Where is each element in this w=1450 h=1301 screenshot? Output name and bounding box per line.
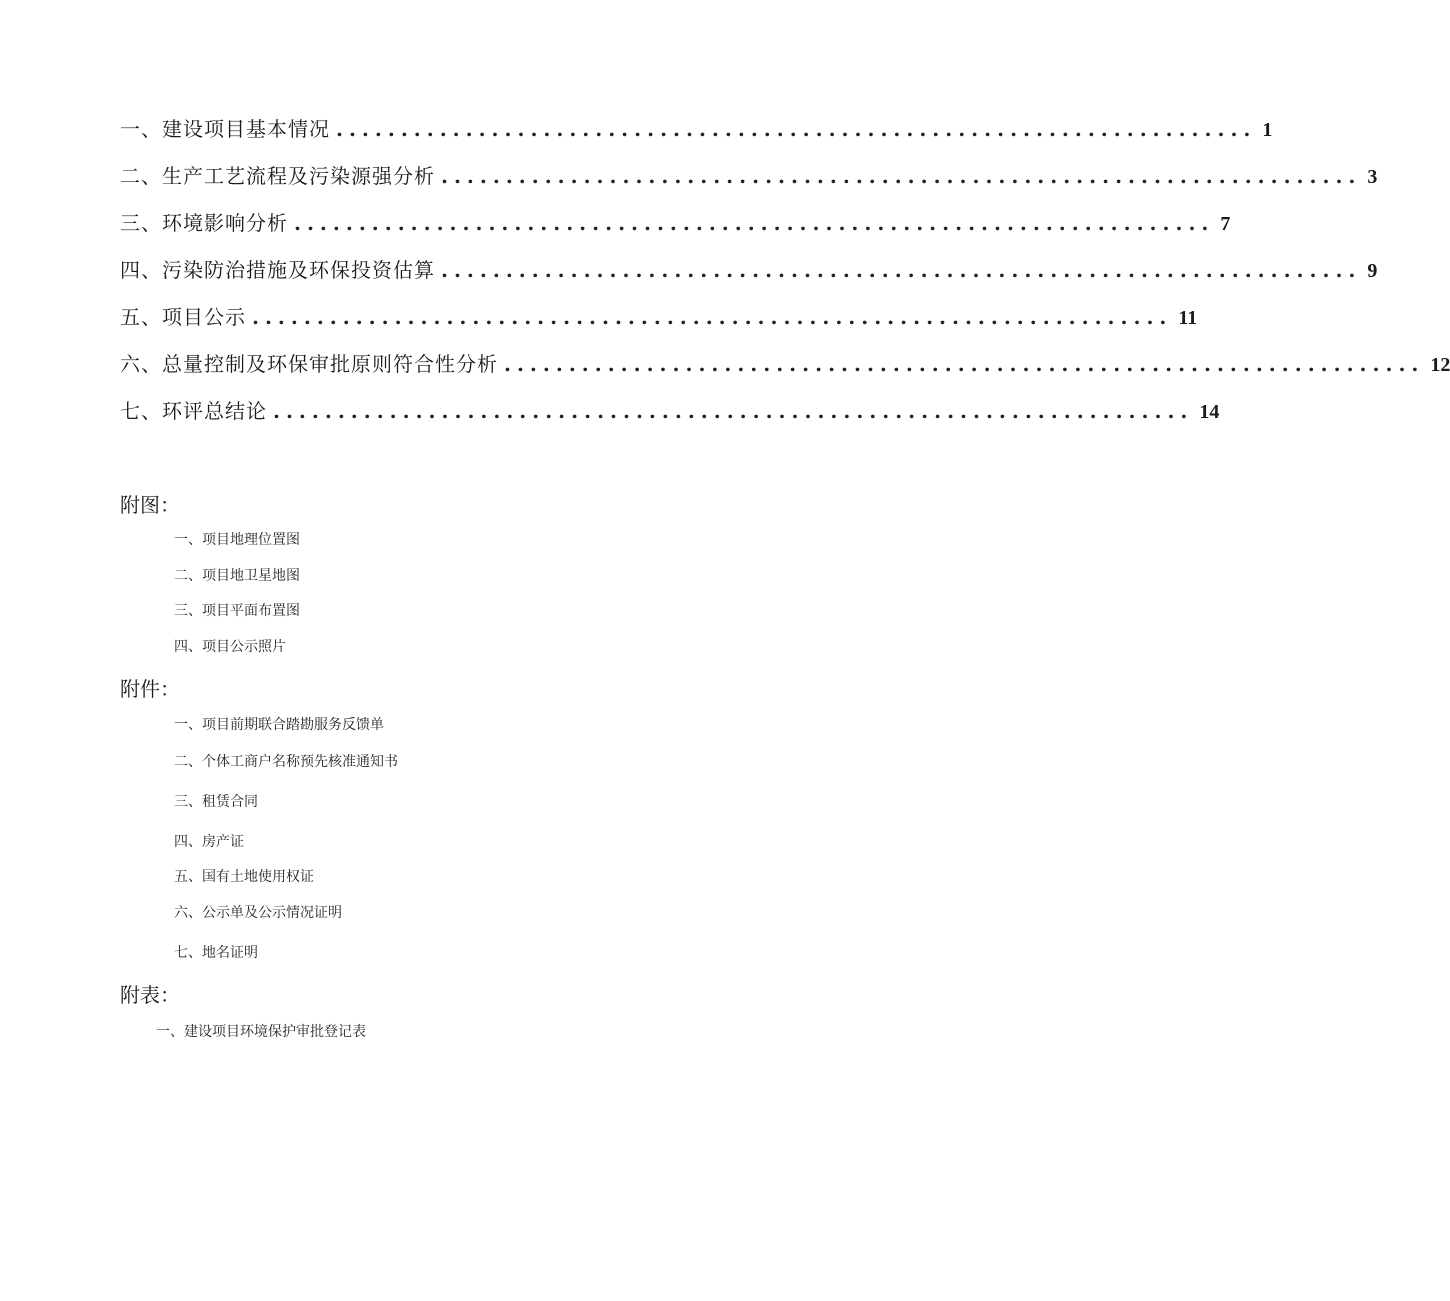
figure-item: 四、项目公示照片 [174, 639, 286, 655]
figures-heading: 附图： [120, 493, 180, 517]
toc-entry-title: 二、生产工艺流程及污染源强分析 [120, 164, 435, 188]
attachment-item: 六、公示单及公示情况证明 [174, 905, 342, 921]
toc-entry[interactable] [120, 394, 1220, 441]
toc-entry-title: 七、环评总结论 [120, 399, 267, 423]
toc-leader-dots: ....................................................................... [441, 258, 1362, 282]
attachment-item: 一、项目前期联合踏勘服务反馈单 [174, 717, 384, 733]
toc-leader-dots: ....................................................................... [441, 164, 1362, 188]
attachment-item: 五、国有土地使用权证 [174, 869, 314, 885]
attachment-item: 七、地名证明 [174, 945, 258, 961]
toc-entry-page: 7 [1220, 213, 1231, 235]
toc-leader-dots: ....................................................................... [273, 399, 1194, 423]
attachment-item: 四、房产证 [174, 834, 244, 850]
toc-entry-title: 四、污染防治措施及环保投资估算 [120, 258, 435, 282]
toc-entry-page: 1 [1262, 119, 1273, 141]
table-of-contents [120, 112, 1450, 441]
attachments-heading: 附件： [120, 677, 180, 701]
toc-entry-title: 一、建设项目基本情况 [120, 117, 330, 141]
figure-item: 三、项目平面布置图 [174, 603, 300, 619]
toc-entry[interactable] [120, 206, 1231, 253]
toc-entry-title: 三、环境影响分析 [120, 211, 288, 235]
toc-entry[interactable] [120, 112, 1273, 159]
toc-entry-page: 14 [1199, 401, 1220, 423]
attachment-item: 二、个体工商户名称预先核准通知书 [174, 754, 398, 770]
toc-leader-dots: ....................................................................... [252, 305, 1173, 329]
figure-item: 二、项目地卫星地图 [174, 568, 300, 584]
attachment-item: 三、租赁合同 [174, 794, 258, 810]
table-item: 一、建设项目环境保护审批登记表 [156, 1024, 366, 1040]
toc-leader-dots: ....................................................................... [504, 352, 1425, 376]
toc-entry[interactable] [120, 300, 1198, 347]
toc-entry-page: 9 [1367, 260, 1378, 282]
toc-leader-dots: ....................................................................... [294, 211, 1215, 235]
toc-entry-page: 12 [1430, 354, 1450, 376]
toc-entry[interactable] [120, 253, 1378, 300]
figure-item: 一、项目地理位置图 [174, 532, 300, 548]
toc-leader-dots: ....................................................................... [336, 117, 1257, 141]
tables-heading: 附表： [120, 983, 180, 1007]
toc-entry[interactable] [120, 347, 1450, 394]
toc-entry[interactable] [120, 159, 1378, 206]
toc-entry-title: 五、项目公示 [120, 305, 246, 329]
toc-entry-page: 3 [1367, 166, 1378, 188]
toc-entry-title: 六、总量控制及环保审批原则符合性分析 [120, 352, 498, 376]
toc-entry-page: 11 [1178, 307, 1198, 329]
